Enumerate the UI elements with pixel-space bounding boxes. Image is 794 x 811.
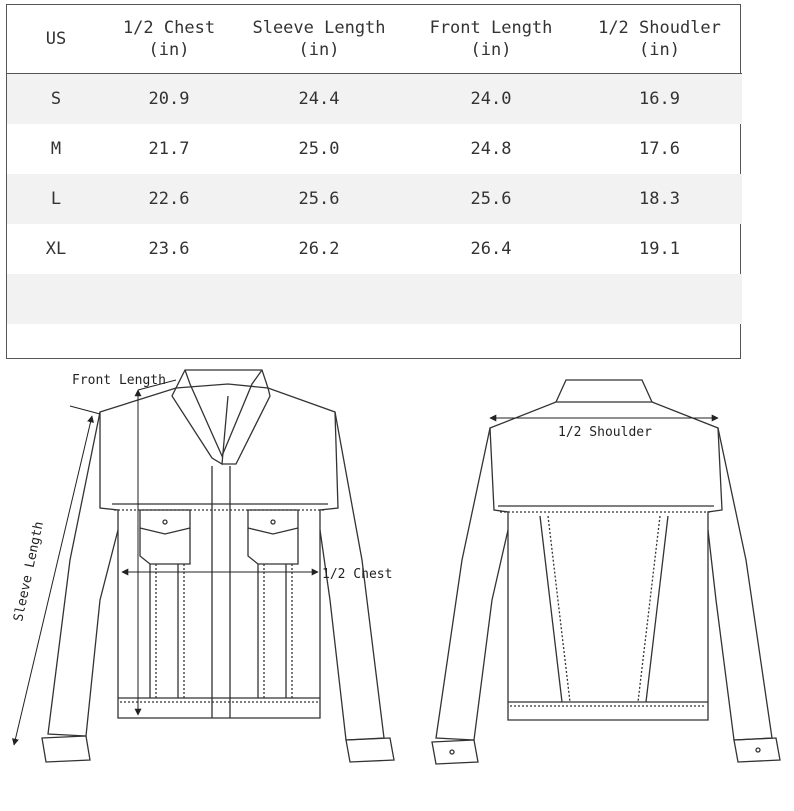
- cell-front: 26.4: [470, 239, 512, 259]
- table-row: [7, 124, 742, 174]
- cell-chest: [105, 274, 233, 324]
- size-chart-table: [6, 4, 741, 359]
- cell-chest: 22.6: [105, 174, 233, 224]
- header-front-length: Front Length (in): [405, 5, 577, 74]
- cell-shoulder: 19.1: [639, 239, 680, 259]
- cell-sleeve: 26.2: [298, 239, 340, 259]
- cell-front: [405, 274, 577, 324]
- table-header-row: [7, 5, 742, 74]
- half-chest-label: 1/2 Chest: [322, 567, 393, 582]
- cell-front: 24.8: [470, 139, 512, 159]
- cell-chest: 21.7: [148, 139, 190, 159]
- cell-chest: 20.9: [105, 74, 233, 125]
- cell-front: 25.6: [405, 174, 577, 224]
- table-row: [7, 224, 742, 274]
- cell-size: [7, 274, 105, 324]
- front-length-label: Front Length: [72, 373, 166, 388]
- cell-sleeve: 24.4: [233, 74, 405, 125]
- header-sleeve-length: Sleeve Length (in): [233, 5, 405, 74]
- table-row: [7, 74, 742, 125]
- table-row: [7, 174, 742, 224]
- header-half-chest: 1/2 Chest (in): [105, 5, 233, 74]
- half-shoulder-label: 1/2 Shoulder: [558, 425, 652, 440]
- front-jacket-icon: [42, 370, 394, 762]
- table-row-empty: [7, 274, 742, 324]
- header-half-shoulder: 1/2 Shoudler (in): [577, 5, 742, 74]
- cell-chest: 23.6: [148, 239, 190, 259]
- cell-shoulder: 18.3: [577, 174, 742, 224]
- jacket-measurement-diagram: [0, 360, 794, 807]
- jacket-drawings: [0, 360, 794, 807]
- cell-sleeve: [233, 274, 405, 324]
- cell-shoulder: [577, 274, 742, 324]
- cell-shoulder: 17.6: [639, 139, 680, 159]
- size-table: [7, 5, 742, 324]
- header-us: US: [7, 5, 105, 74]
- cell-size: XL: [45, 239, 67, 259]
- sleeve-length-label: Sleeve Length: [11, 520, 48, 623]
- cell-sleeve: 25.6: [233, 174, 405, 224]
- cell-sleeve: 25.0: [298, 139, 340, 159]
- cell-size: S: [7, 74, 105, 125]
- cell-size: M: [50, 139, 62, 159]
- cell-shoulder: 16.9: [577, 74, 742, 125]
- cell-front: 24.0: [405, 74, 577, 125]
- cell-size: L: [7, 174, 105, 224]
